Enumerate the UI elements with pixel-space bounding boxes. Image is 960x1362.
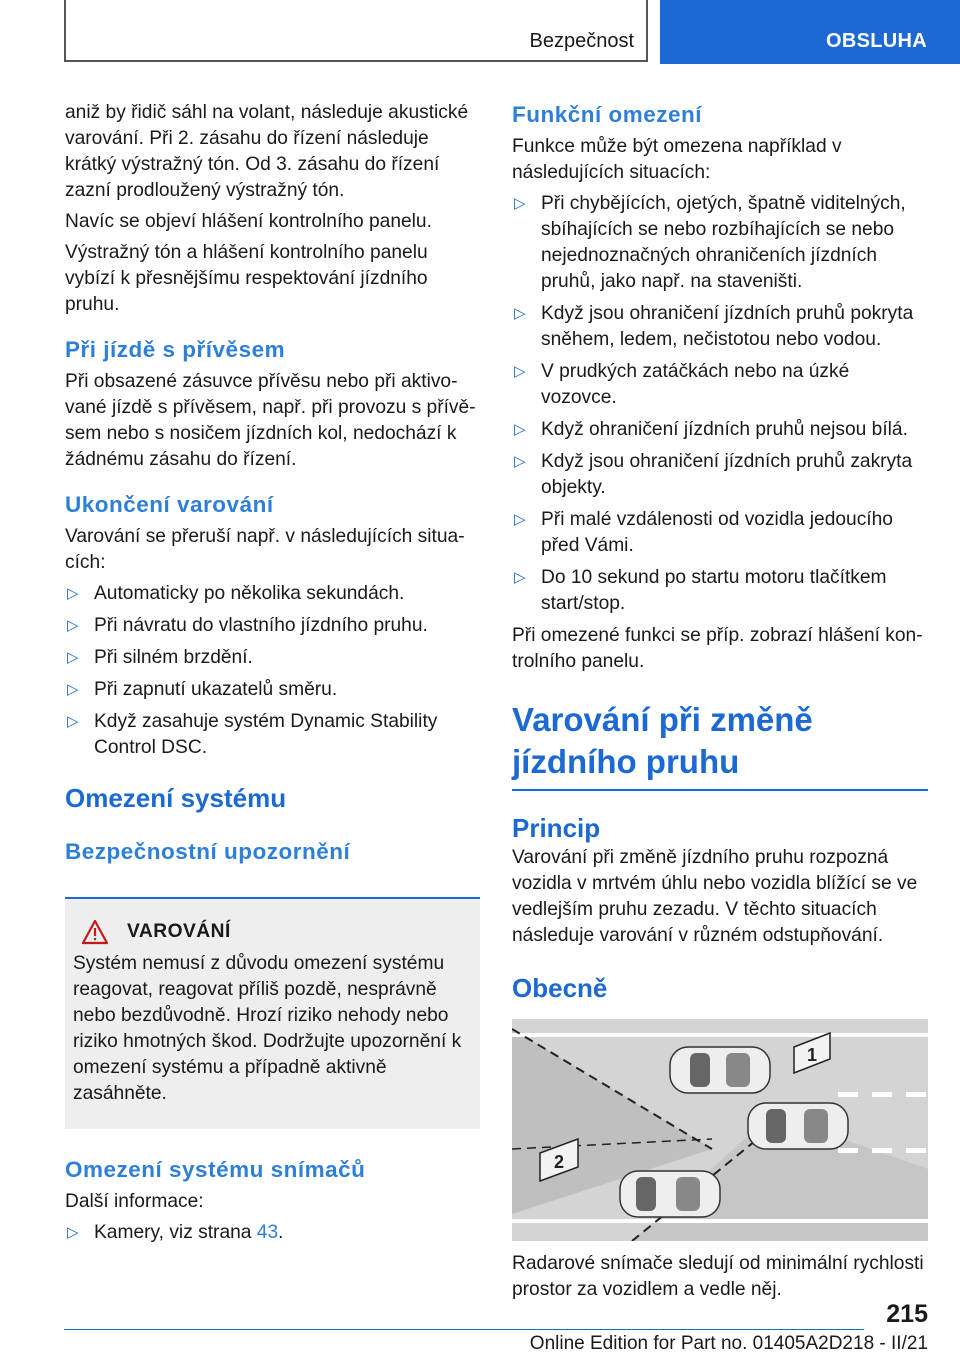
left-column [65, 100, 480, 1252]
heading-end-warning: Ukončení varování [65, 492, 274, 517]
heading-system-limits: Omezení systému [65, 783, 287, 813]
warning-triangle-icon [81, 919, 109, 945]
list-item: ▷ Do 10 sekund po startu motoru tlačítkem start/stop. [514, 567, 887, 614]
paragraph-warning-sequence: aniž by řidič sáhl na volant, následuje akustické varování. Při 2. zásahu do řízení následuje krátký výstražný tón. Od 3. zásahu do řízení zazní prodloužený výstražný tón. [65, 102, 469, 201]
page-number: 215 [886, 1300, 928, 1328]
heading-principle: Princip [512, 813, 601, 843]
bullet-triangle-icon: ▷ [514, 569, 526, 586]
bullet-triangle-icon: ▷ [514, 305, 526, 322]
car-top-icon [670, 1047, 770, 1093]
bullet-triangle-icon: ▷ [67, 649, 79, 666]
paragraph-functional-limits: Funkce může být omezena například v následujících situacích: [512, 136, 842, 183]
bullet-triangle-icon: ▷ [514, 363, 526, 380]
bullet-triangle-icon: ▷ [514, 453, 526, 470]
paragraph-warning-purpose: Výstražný tón a hlášení kontrolního panelu vybízí k přesnějšímu respektování jízdního pruhu. [65, 242, 428, 315]
page-link-43[interactable]: 43 [256, 1222, 279, 1243]
paragraph-panel-message: Navíc se objeví hlášení kontrolního panelu. [65, 211, 432, 232]
bullet-triangle-icon: ▷ [67, 713, 79, 730]
header-chapter-tab [660, 0, 960, 64]
list-item: ▷ Kamery, viz strana 43. [65, 1220, 480, 1246]
paragraph-functional-message: Při omezené funkci se příp. zobrazí hlášení kontrolního panelu. [512, 625, 923, 672]
list-item: ▷ Při zapnutí ukazatelů směru. [65, 677, 480, 703]
car-top-icon [620, 1171, 720, 1217]
footer-edition: Online Edition for Part no. 01405A2D218 - II/21 [529, 1333, 928, 1354]
list-item: ▷ Když ohraničení jízdních pruhů nejsou bílá. [512, 417, 928, 443]
list-item: ▷ Při malé vzdálenosti od vozidla jedoucího před Vámi. [514, 509, 893, 556]
paragraph-more-info: Další informace: [65, 1191, 204, 1212]
warning-box [65, 897, 480, 1129]
bullet-triangle-icon: ▷ [67, 1224, 79, 1241]
svg-text:2: 2 [553, 1152, 565, 1172]
bullet-triangle-icon: ▷ [67, 585, 79, 602]
paragraph-trailer: Při obsazené zásuvce přívěsu nebo při aktivované jízdě s přívěsem, např. při provozu s přívěsem nebo s nosičem jízdních kol, nedochází k žádnému zásahu do řízení. [65, 371, 476, 470]
list-item: ▷ Automaticky po několika sekundách. [65, 581, 480, 607]
bullet-triangle-icon: ▷ [514, 195, 526, 212]
paragraph-radar: Radarové snímače sledují od minimální rychlosti prostor za vozidlem a vedle něj. [512, 1253, 924, 1300]
heading-lane-change-warning: Varování při změně jízdního pruhu [512, 699, 928, 791]
bullet-triangle-icon: ▷ [514, 511, 526, 528]
list-item: ▷ Při silném brzdění. [65, 645, 480, 671]
header-section-box [64, 0, 648, 62]
warning-text: Systém nemusí z důvodu omezení systému reagovat, reagovat příliš pozdě, nesprávně nebo bezdůvodně. Hrozí riziko nehody nebo riziko hmotných škod. Dodržujte upozornění k omezení systému a případně aktivně zasáhněte. [73, 953, 462, 1104]
header-chapter-title: OBSLUHA [826, 30, 927, 52]
svg-text:1: 1 [806, 1045, 818, 1065]
footer-divider [64, 1329, 864, 1330]
heading-functional-limits: Funkční omezení [512, 102, 703, 127]
right-column [512, 100, 928, 1308]
bullet-triangle-icon: ▷ [514, 421, 526, 438]
list-item: ▷ Když zasahuje systém Dynamic Stability Control DSC. [67, 711, 438, 758]
functional-limits-list [512, 191, 928, 617]
end-warning-list [65, 581, 480, 761]
car-top-icon [748, 1103, 848, 1149]
heading-safety-notes: Bezpečnostní upozornění [65, 839, 351, 864]
bullet-triangle-icon: ▷ [67, 681, 79, 698]
warning-header [73, 919, 472, 945]
list-item: ▷ Při návratu do vlastního jízdního pruhu. [65, 613, 480, 639]
paragraph-end-warning: Varování se přeruší např. v následujících situacích: [65, 526, 465, 573]
heading-sensor-limits: Omezení systému snímačů [65, 1157, 366, 1182]
list-item: ▷ Když jsou ohraničení jízdních pruhů pokryta sněhem, ledem, nečistotou nebo vodou. [514, 303, 914, 350]
blind-spot-illustration [512, 1019, 928, 1241]
list-item: ▷ Když jsou ohraničení jízdních pruhů zakryta objekty. [514, 451, 913, 498]
more-info-list [65, 1220, 480, 1246]
bullet-triangle-icon: ▷ [67, 617, 79, 634]
header-section-title: Bezpečnost [529, 30, 634, 52]
list-item: ▷ Při chybějících, ojetých, špatně viditelných, sbíhajících se nebo rozbíhajících se nebo nejednoznačných ohraničeních jízdních pruhů, jako např. na staveništi. [514, 193, 906, 292]
heading-general: Obecně [512, 973, 608, 1003]
list-item: ▷ V prudkých zatáčkách nebo na úzké vozovce. [514, 361, 850, 408]
heading-trailer: Při jízdě s přívěsem [65, 337, 286, 362]
paragraph-principle: Varování při změně jízdního pruhu rozpozná vozidla v mrtvém úhlu nebo vozidla blížící se ve vedlejším pruhu zezadu. V těchto situacích následuje varování v různém odstupňování. [512, 847, 918, 946]
warning-title: VAROVÁNÍ [127, 921, 231, 942]
